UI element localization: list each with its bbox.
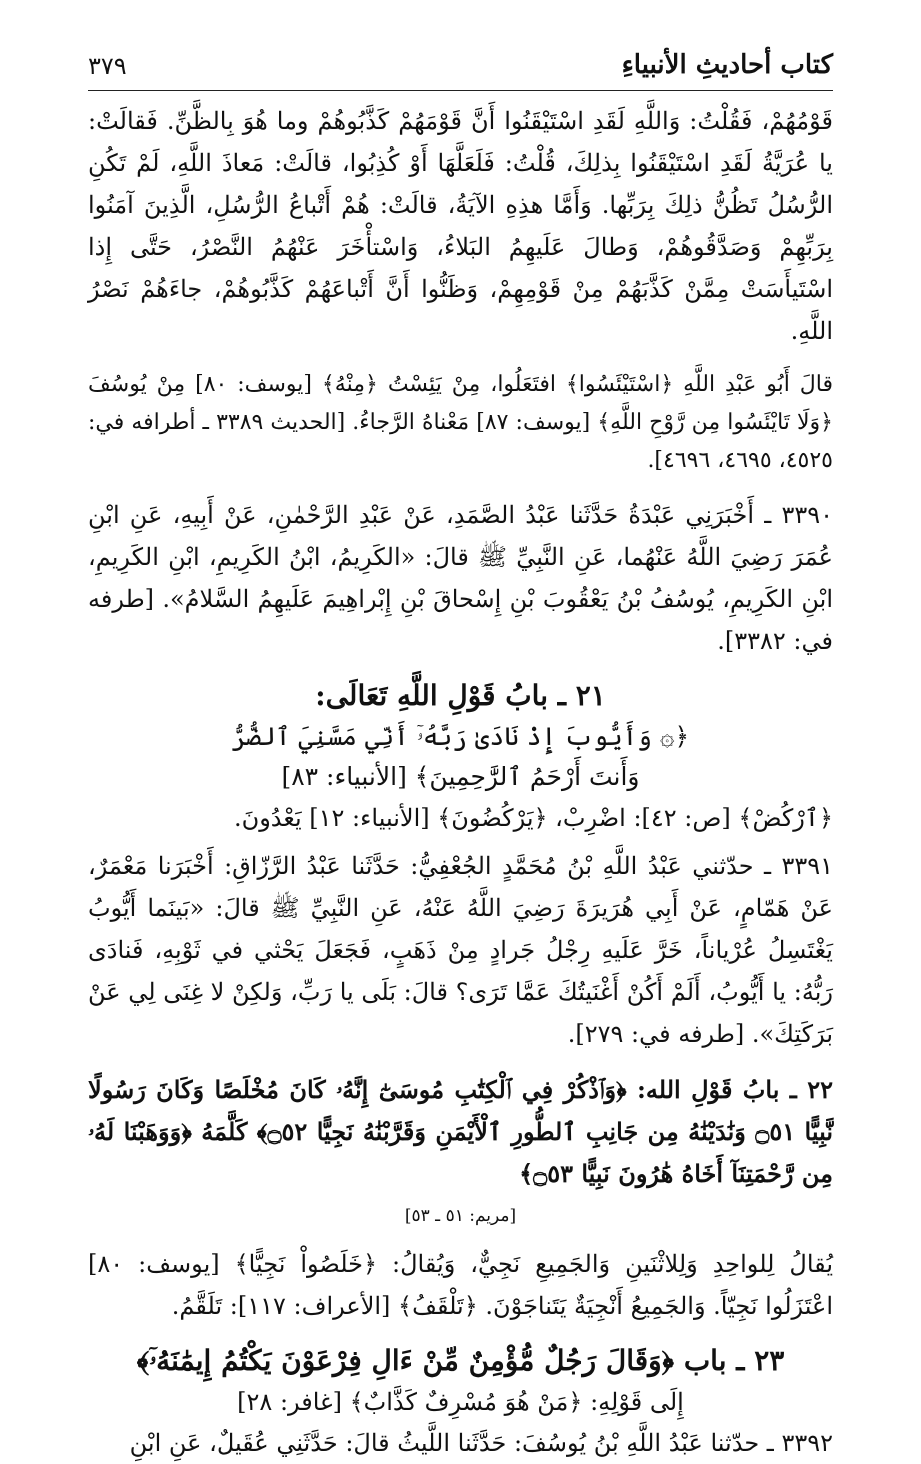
page-number: ٣٧٩ — [88, 52, 127, 80]
paragraph-glossary-rakd: ﴿ٱرْكُضْ﴾ [ص: ٤٢]: اضْرِبْ، ﴿يَرْكُضُونَ﴾ [الأنبياء: ١٢] يَعْدُونَ. — [233, 804, 833, 832]
book-title: كتاب أحاديثِ الأنبياءِ — [621, 50, 833, 80]
chapter-21-verse-line-2: وَأَنتَ أَرْحَمُ ٱلرَّٰحِمِينَ﴾ [الأنبياء: ٨٣] — [281, 762, 640, 791]
chapter-22-heading: ٢٢ ـ بابُ قَوْلِ الله: ﴿وَٱذْكُرْ فِي ٱلْكِتَٰبِ مُوسَىٰٓ إِنَّهُۥ كَانَ مُخْلَصًا وَكَانَ رَسُولًا نَّبِيًّا ۝٥١ وَنَٰدَيْنَٰهُ مِن جَانِبِ ٱلطُّورِ ٱلْأَيْمَنِ وَقَرَّبْنَٰهُ نَجِيًّا ۝٥٢﴾ كَلَّمَهُ ﴿وَوَهَبْنَا لَهُۥ مِن رَّحْمَتِنَآ أَخَاهُ هَٰرُونَ نَبِيًّا ۝٥٣﴾ — [88, 1075, 834, 1188]
paragraph-najiy: يُقالُ لِلواحِدِ وَلِلاثْنَينِ وَالجَمِيعِ نَجِيٌّ، وَيُقالُ: ﴿خَلَصُواْ نَجِيًّا﴾ [يوسف: ٨٠] اعْتَزَلُوا نَجِيّاً. وَالجَمِيعُ أَنْجِيَةٌ يَتَناجَوْنَ. ﴿تَلْقَفُ﴾ [الأعراف: ١١٧]: تَلَقَّمُ. — [88, 1250, 833, 1320]
chapter-22-ref: [مريم: ٥١ ـ ٥٣] — [404, 1206, 517, 1226]
chapter-23-line-2: إِلَى قَوْلِهِ: ﴿مَنْ هُوَ مُسْرِفٌ كَذَّابٌ﴾ [غافر: ٢٨] — [237, 1388, 684, 1416]
paragraph-commentary: قالَ أَبُو عَبْدِ اللَّهِ ﴿اسْتَيْئَسُوا﴾ افتَعَلُوا، مِنْ يَئِسْتُ ﴿مِنْهُ﴾ [يوسف: ٨٠] مِنْ يُوسُفَ ﴿وَلَا تَايْئَسُوا مِن رَّوْحِ اللَّهِ﴾ [يوسف: ٨٧] مَعْناهُ الرَّجاءُ. [الحديث ٣٣٨٩ ـ أطرافه في: ٤٥٢٥، ٤٦٩٥، ٤٦٩٦]. — [88, 372, 834, 473]
page-header — [88, 42, 833, 80]
paragraph-hadith-3391: ٣٣٩١ ـ حدّثني عَبْدُ اللَّهِ بْنُ مُحَمَّدٍ الجُعْفِيُّ: حَدَّثَنا عَبْدُ الرَّزّاقِ: أَخْبَرَنا مَعْمَرٌ، عَنْ هَمّامٍ، عَنْ أَبِي هُرَيرَةَ رَضِيَ اللَّهُ عَنْهُ، عَنِ النَّبِيِّ ﷺ قالَ: «بَينَما أَيُّوبُ يَغْتَسِلُ عُرْياناً، خَرَّ عَلَيهِ رِجْلُ جَرادٍ مِنْ ذَهَبٍ، فَجَعَلَ يَحْثي في ثَوْبِهِ، فَنادَى رَبُّهُ: يا أَيُّوبُ، أَلَمْ أَكُنْ أَغْنَيتُكَ عَمَّا تَرَى؟ قالَ: بَلَى يا رَبِّ، وَلكِنْ لا غِنَى لِي عَنْ بَرَكَتِكَ». [طرفه في: ٢٧٩]. — [88, 852, 833, 1048]
paragraph-hadith-3392-start: ٣٣٩٢ ـ حدّثنا عَبْدُ اللَّهِ بْنُ يُوسُفَ: حَدَّثَنا اللَّيثُ قالَ: حَدَّثَنِي عُقَيلٌ، عَنِ ابْنِ — [129, 1429, 833, 1457]
chapter-21-verse-line-1: ﴿۞ وَأَيُّوبَ إِذْ نَادَىٰ رَبَّهُۥٓ أَنِّي مَسَّنِيَ ٱلضُّرُّ — [231, 722, 690, 751]
paragraph-hadith-3390: ٣٣٩٠ ـ أَخْبَرَنِي عَبْدَةُ حَدَّثَنا عَبْدُ الصَّمَدِ، عَنْ عَبْدِ الرَّحْمٰنِ، عَنْ أَبِيهِ، عَنِ ابْنِ عُمَرَ رَضِيَ اللَّهُ عَنْهُما، عَنِ النَّبِيِّ ﷺ قالَ: «الكَرِيمُ، ابْنُ الكَرِيمِ، ابْنِ الكَرِيمِ، ابْنِ الكَرِيمِ، يُوسُفُ بْنُ يَعْقُوبَ بْنِ إِسْحاقَ بْنِ إِبْراهِيمَ عَلَيهِمُ السَّلامُ». [طرفه في: ٣٣٨٢]. — [88, 501, 833, 655]
paragraph-hadith-3389-end: قَوْمُهُمْ، فَقُلْتُ: وَاللَّهِ لَقَدِ اسْتَيْقَنُوا أَنَّ قَوْمَهُمْ كَذَّبُوهُمْ وما هُوَ بِالظَّنِّ. فَقالَتْ: يا عُرَيَّةُ لَقَدِ اسْتَيْقَنُوا بِذلِكَ، قُلْتُ: فَلَعَلَّهَا أَوْ كُذِبُوا، قالَتْ: مَعاذَ اللَّهِ، لَمْ تَكُنِ الرُّسُلُ تَظُنُّ ذلِكَ بِرَبِّها. وَأَمَّا هذِهِ الآيَةُ، قالَتْ: هُمْ أَتْباعُ الرُّسُلِ، الَّذِينَ آمَنُوا بِرَبِّهِمْ وَصَدَّقُوهُمْ، وَطالَ عَلَيهِمُ البَلاءُ، وَاسْتأْخَرَ عَنْهُمُ النَّصْرُ، حَتَّى إِذا اسْتَيأَسَتْ مِمَّنْ كَذَّبَهُمْ مِنْ قَوْمِهِمْ، وَظَنُّوا أَنَّ أَتْباعَهُمْ كَذَّبُوهُمْ، جاءَهُمْ نَصْرُ اللَّهِ. — [88, 107, 833, 345]
chapter-23-line-1: ٢٣ ـ باب ﴿وَقَالَ رَجُلٌ مُّؤْمِنٌ مِّنْ ءَالِ فِرْعَوْنَ يَكْتُمُ إِيمَٰنَهُۥٓ﴾ — [136, 1344, 785, 1377]
page-body — [88, 100, 833, 1464]
chapter-21-title: ٢١ ـ بابُ قَوْلِ اللَّهِ تَعَالَى: — [315, 679, 606, 712]
header-rule — [88, 90, 833, 91]
